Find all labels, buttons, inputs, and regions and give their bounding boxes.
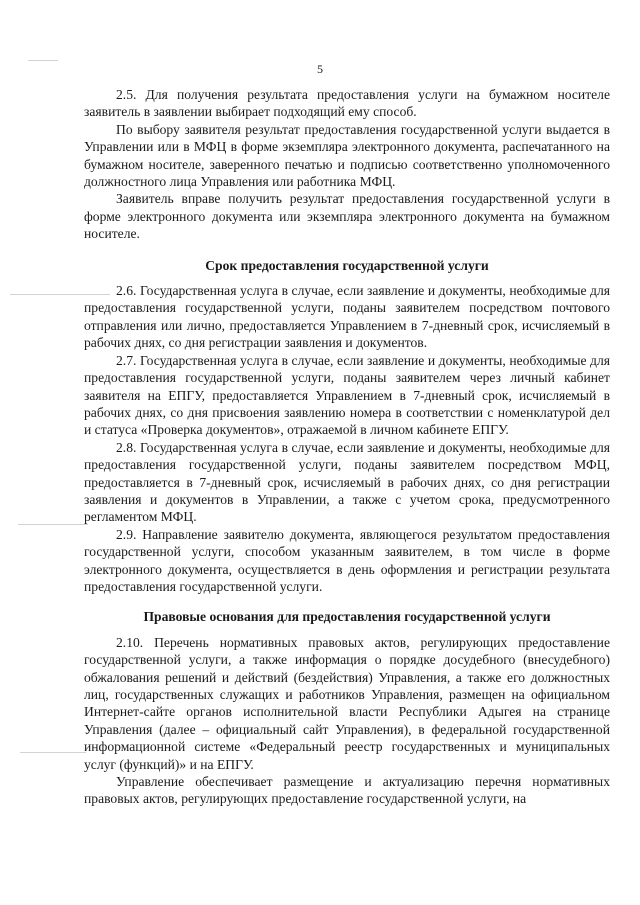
document-body — [84, 86, 610, 808]
scan-noise — [20, 752, 86, 753]
paragraph-2-10-continued: Управление обеспечивает размещение и актуализацию перечня нормативных правовых актов, регулирующих предоставление государственной услуги, на — [84, 774, 610, 807]
paragraph-2-8: 2.8. Государственная услуга в случае, если заявление и документы, необходимые для предоставления государственной услуги, поданы заявителем посредством МФЦ, предоставляется в 7-дневный срок, исчисляемый в рабочих днях, со дня регистрации заявления и документов в Управлении, а также с учетом срока, предусмотренного регламентом МФЦ. — [84, 439, 610, 525]
paragraph-2-5-electronic: Заявитель вправе получить результат предоставления государственной услуги в форме электронного документа или экземпляра электронного документа на бумажном носителе. — [84, 191, 610, 242]
paragraph-2-7: 2.7. Государственная услуга в случае, если заявление и документы, необходимые для предоставления государственной услуги, поданы заявителем через личный кабинет заявителя на ЕПГУ, предоставляется Управлением в 7-дневный срок, исчисляемый в рабочих днях, со дня присвоения заявлению номера в соответствии с номенклатурой дел и статуса «Проверка документов», отражаемой в личном кабинете ЕПГУ. — [84, 352, 610, 438]
section-heading-term: Срок предоставления государственной услуги — [205, 257, 489, 273]
paragraph-2-5: 2.5. Для получения результата предоставления услуги на бумажном носителе заявитель в заявлении выбирает подходящий ему способ. — [84, 87, 610, 120]
section-heading-legal: Правовые основания для предоставления государственной услуги — [143, 609, 551, 625]
scan-noise — [18, 524, 88, 525]
paragraph-2-6: 2.6. Государственная услуга в случае, если заявление и документы, необходимые для предоставления государственной услуги, поданы заявителем посредством почтового отправления или лично, предоставляется Управлением в 7-дневный срок, исчисляемый в рабочих днях, со дня регистрации заявления и документов. — [84, 283, 610, 351]
paragraph-2-9: 2.9. Направление заявителю документа, являющегося результатом предоставления государственной услуги, способом указанным заявителем, в том числе в форме электронного документа, осуществляется в день оформления и регистрации результата предоставления государственной услуги. — [84, 526, 610, 594]
paragraph-2-5-result-issue: По выбору заявителя результат предоставления государственной услуги выдается в Управлении или в МФЦ в форме экземпляра электронного документа, распечатанного на бумажном носителе, заверенного печатью и подписью соответственно уполномоченного должностного лица Управления или работника МФЦ. — [84, 121, 610, 190]
page-number: 5 — [317, 62, 323, 76]
scan-noise — [28, 60, 58, 61]
paragraph-2-10: 2.10. Перечень нормативных правовых актов, регулирующих предоставление государственной услуги, а также информация о порядке досудебного (внесудебного) обжалования решений и действий (бездействия) Управления, а также его должностных лиц, государственных служащих и работников Управления, размещен на официальном Интернет-сайте органов исполнительной власти Республики Адыгея на странице Управления (далее – официальный сайт Управления), в федеральной государственной информационной системе «Федеральный реестр государственных и муниципальных услуг (функций)» и на ЕПГУ. — [84, 634, 610, 772]
